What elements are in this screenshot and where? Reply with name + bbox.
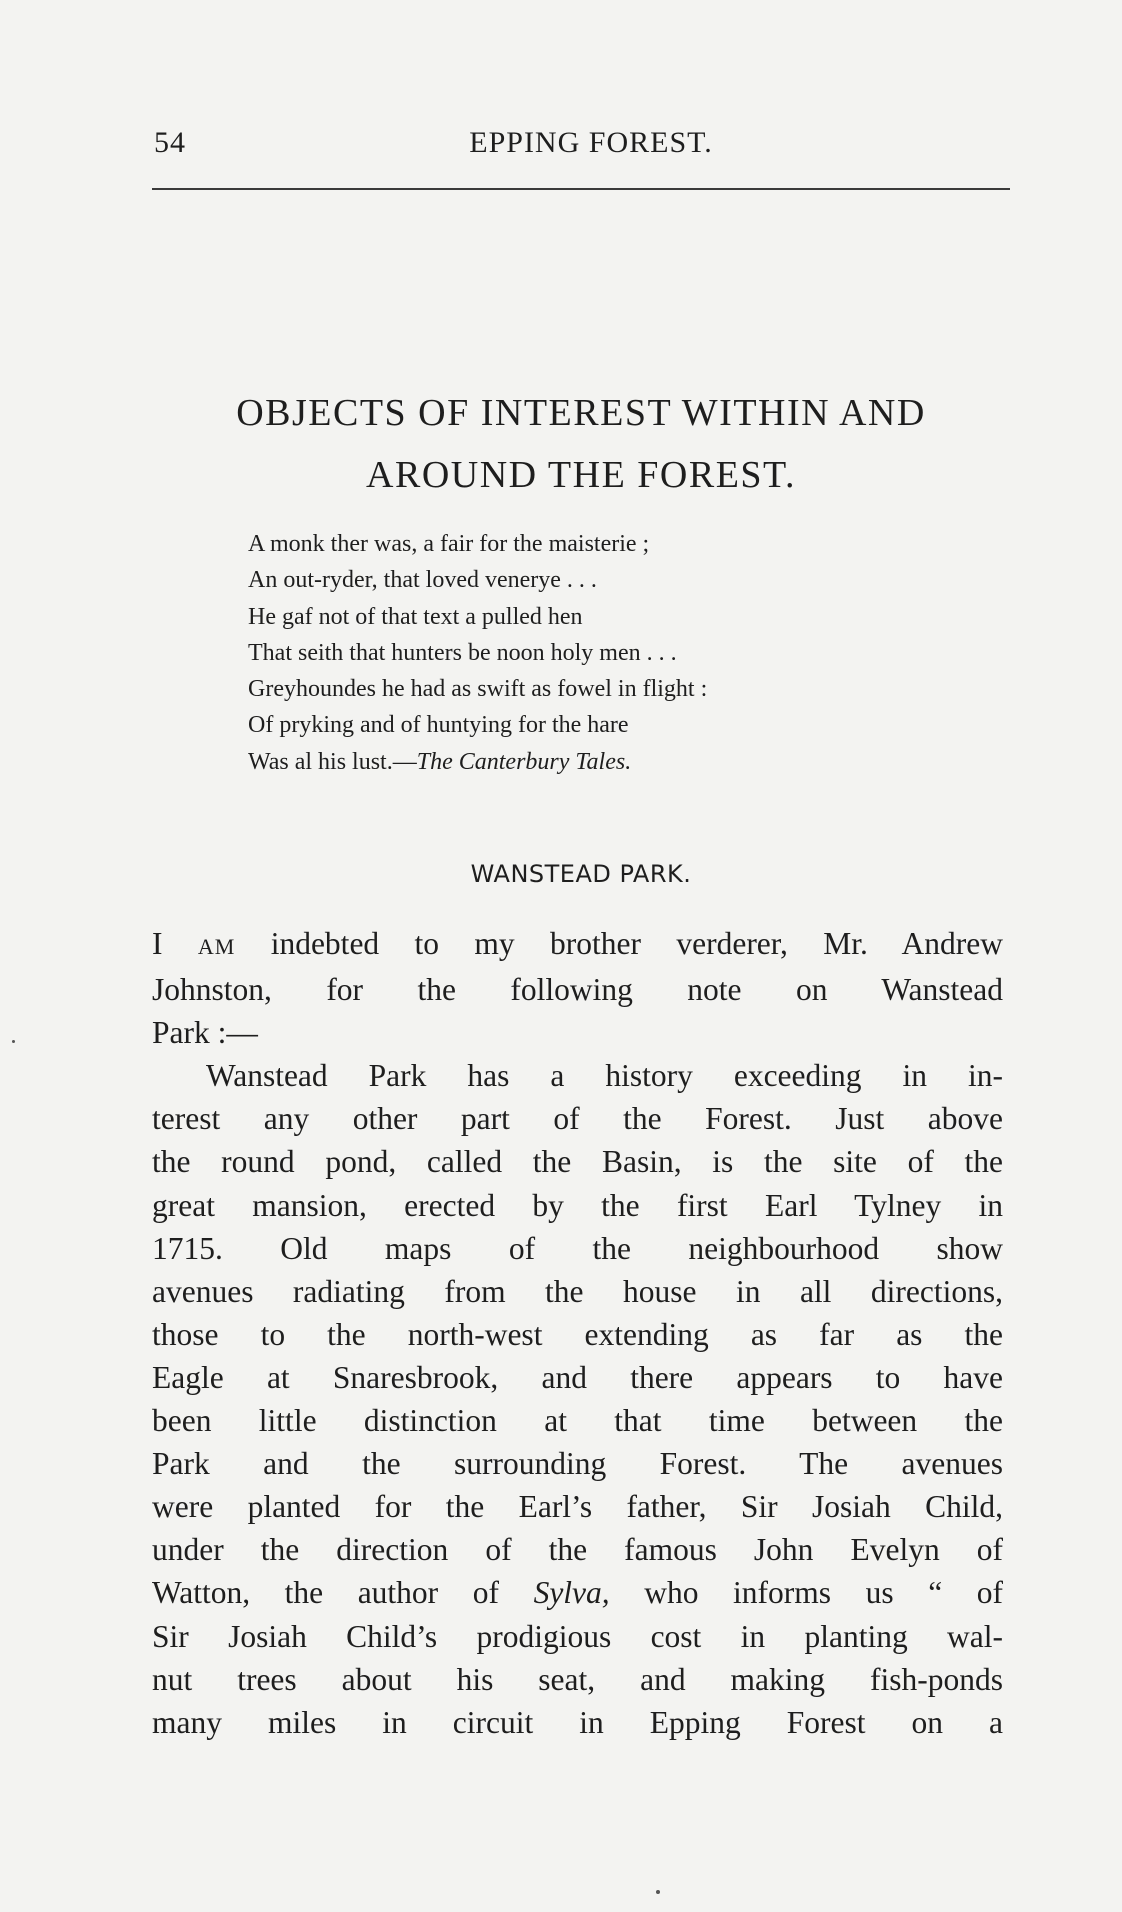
- page-header: [152, 126, 1010, 166]
- drop-letter: I: [152, 926, 163, 961]
- running-head: EPPING FOREST.: [469, 126, 713, 159]
- paragraph-2: [152, 1054, 1003, 1744]
- body-line: were planted for the Earl’s father, Sir Josiah Child,: [152, 1489, 1003, 1525]
- body-line: Park and the surrounding Forest. The avenues: [152, 1446, 1003, 1482]
- epigraph-last-text: Was al his lust.—: [248, 748, 417, 775]
- header-rule: [152, 188, 1010, 190]
- body-line: [152, 922, 1003, 968]
- epigraph: [248, 526, 948, 780]
- section-title: [152, 382, 1010, 506]
- paragraph-1: [152, 922, 1003, 1054]
- body-text: [152, 922, 1003, 1744]
- print-speck: [12, 1040, 15, 1043]
- body-line: avenues radiating from the house in all directions,: [152, 1273, 1003, 1309]
- body-line: those to the north-west extending as far as the: [152, 1316, 1003, 1352]
- body-line: great mansion, erected by the first Earl Tylney in: [152, 1187, 1003, 1223]
- body-line: Sir Josiah Child’s prodigious cost in planting wal-: [152, 1618, 1003, 1654]
- page-number: 54: [154, 126, 186, 159]
- body-line: Eagle at Snaresbrook, and there appears to have: [152, 1359, 1003, 1395]
- body-line-text: Watton, the author of: [152, 1575, 534, 1611]
- epigraph-line: He gaf not of that text a pulled hen: [248, 603, 583, 630]
- body-line-text: indebted to my brother verderer, Mr. Andrew: [270, 926, 1004, 961]
- body-line: nut trees about his seat, and making fish-ponds: [152, 1661, 1003, 1697]
- body-line: many miles in circuit in Epping Forest on a: [152, 1704, 1003, 1740]
- body-line: [152, 1571, 1003, 1614]
- body-line: Wanstead Park has a history exceeding in in-: [206, 1058, 1003, 1094]
- epigraph-line: An out-ryder, that loved venerye . . .: [248, 567, 597, 594]
- epigraph-line: That seith that hunters be noon holy men . . .: [248, 639, 677, 666]
- italic-title: Sylva,: [533, 1575, 610, 1611]
- epigraph-line: A monk ther was, a fair for the maisterie ;: [248, 531, 650, 557]
- print-speck: [656, 1890, 660, 1894]
- epigraph-line: Greyhoundes he had as swift as fowel in flight :: [248, 676, 708, 703]
- section-title-line-1: OBJECTS OF INTEREST WITHIN AND: [236, 392, 926, 434]
- epigraph-citation: The Canterbury Tales.: [416, 748, 632, 775]
- epigraph-last-line: [248, 744, 948, 780]
- epigraph-line: Of pryking and of huntying for the hare: [248, 712, 629, 739]
- body-line: Park :—: [152, 1015, 258, 1051]
- body-line: the round pond, called the Basin, is the site of the: [152, 1144, 1003, 1180]
- small-caps-word: AM: [197, 934, 236, 959]
- body-line: been little distinction at that time between the: [152, 1403, 1003, 1439]
- body-line-text: who informs us “ of: [609, 1575, 1003, 1611]
- body-line: Johnston, for the following note on Wanstead: [152, 972, 1003, 1008]
- subheading: WANSTEAD PARK.: [470, 860, 692, 888]
- body-line: terest any other part of the Forest. Just above: [152, 1101, 1003, 1137]
- body-line: 1715. Old maps of the neighbourhood show: [152, 1230, 1003, 1266]
- section-title-line-2: AROUND THE FOREST.: [366, 454, 796, 496]
- body-line: under the direction of the famous John Evelyn of: [152, 1532, 1003, 1568]
